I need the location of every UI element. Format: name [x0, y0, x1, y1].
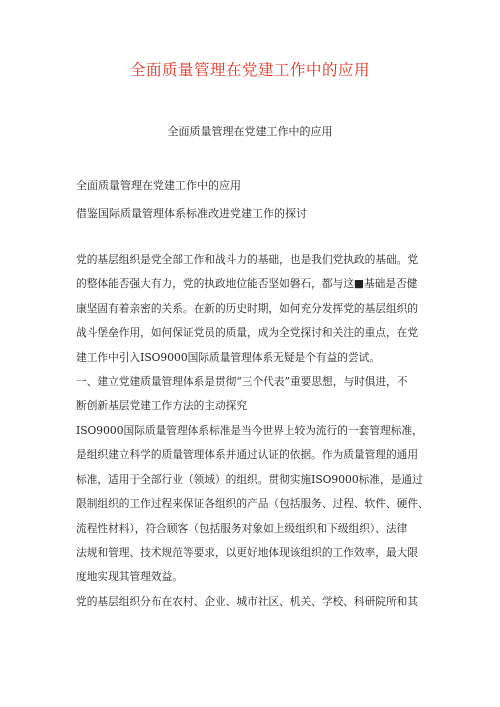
paragraph-line: ISO9000国际质量管理体系标准是当今世界上较为流行的一套管理标准， — [76, 424, 423, 437]
paragraph-line: 战斗堡垒作用，如何保证党员的质量，成为全党探讨和关注的重点，在党 — [76, 326, 419, 340]
paragraph-line: 的整体能否强大有力，党的执政地位能否坚如磐石，都与这■基础是否健 — [76, 277, 418, 291]
heading-line-1: 全面质量管理在党建工作中的应用 — [76, 179, 241, 192]
paragraph-line: 限制组织的工作过程来保证各组织的产品（包括服务、过程、软件、硬件、 — [76, 497, 429, 511]
section-heading-1 — [76, 370, 436, 419]
paragraph-2 — [76, 419, 436, 590]
paragraph-line: 建工作中引入ISO9000国际质量管理体系无疑是个有益的尝试。 — [76, 350, 381, 364]
paragraph-line: 康坚固有着亲密的关系。在新的历史时期，如何充分发挥党的基层组织的 — [76, 301, 419, 315]
paragraph-1 — [76, 248, 436, 370]
section-heading-line: 一、建立党建质量管理体系是贯彻“三个代表”重要思想，与时俱进，不 — [76, 375, 408, 388]
paragraph-line: 标准，适用于全部行业（领域）的组织。贯彻实施ISO9000标准，是通过 — [76, 472, 423, 486]
paragraph-line: 法规和管理、技术规范等要求，以更好地体现该组织的工作效率，最大限 — [76, 545, 419, 559]
paragraph-line: 党的基层组织是党全部工作和战斗力的基础，也是我们党执政的基础。党 — [76, 253, 419, 266]
document-title: 全面质量管理在党建工作中的应用 — [129, 61, 370, 79]
paragraph-line: 度地实现其管理效益。 — [76, 570, 183, 584]
section-heading-line: 断创新基层党建工作方法的主动探究 — [76, 399, 248, 413]
paragraph-3 — [76, 590, 436, 614]
heading-line-2: 借鉴国际质量管理体系标准改进党建工作的探讨 — [76, 207, 307, 220]
paragraph-line: 流程性材料），符合顾客（包括服务对象如上级组织和下级组织）、法律 — [76, 521, 408, 535]
document-subtitle: 全面质量管理在党建工作中的应用 — [167, 125, 333, 138]
paragraph-line: 是组织建立科学的质量管理体系并通过认证的依据。作为质量管理的通用 — [76, 448, 419, 462]
paragraph-line: 党的基层组织分布在农村、企业、城市社区、机关、学校、科研院所和其 — [76, 595, 419, 608]
